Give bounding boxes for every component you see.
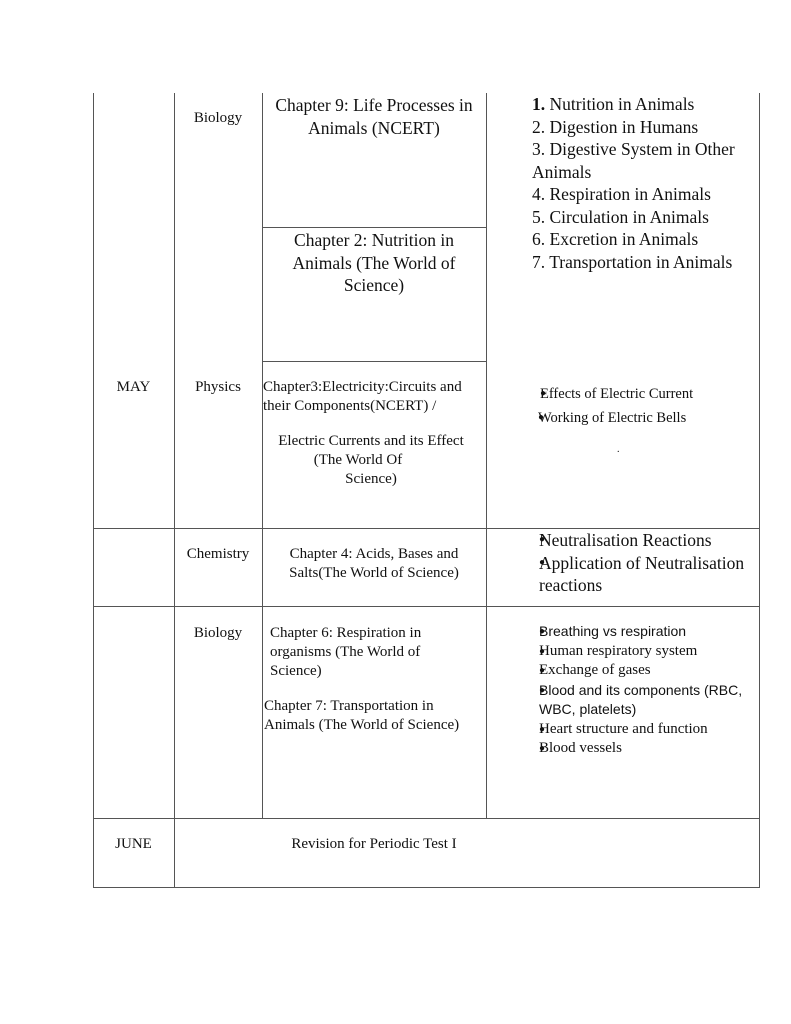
- biology-topic-list: [532, 93, 754, 273]
- list-item: ● Application of Neutralisation reactions: [514, 552, 756, 597]
- row-divider-3: [93, 818, 760, 819]
- chapter-electric-currents-line3: Science): [345, 471, 397, 487]
- list-item: 1. Nutrition in Animals: [532, 94, 695, 114]
- chapter-electricity-line1: Chapter3:Electricity:Circuits and: [263, 379, 462, 395]
- chapter-transportation-line1: Chapter 7: Transportation in: [264, 698, 434, 714]
- chapter-respiration: Chapter 6: Respiration in organisms (The World of Science): [270, 625, 422, 679]
- month-june: JUNE: [115, 836, 152, 852]
- table-border-right: [759, 93, 760, 888]
- list-item: ● Exchange of gases: [514, 661, 756, 681]
- june-revision: Revision for Periodic Test I: [291, 836, 457, 852]
- chapter-acids-bases-line1: Chapter 4: Acids, Bases and: [289, 546, 459, 562]
- table-border-bottom: [93, 887, 760, 888]
- subject-physics: Physics: [195, 379, 241, 395]
- list-item: ● Working of Electric Bells: [514, 406, 754, 430]
- table-divider-month: [174, 93, 175, 888]
- biology2-topic-list: [514, 622, 756, 759]
- table-divider-chapter: [486, 93, 487, 819]
- chapter-divider-2: [262, 361, 486, 362]
- list-item: 5. Circulation in Animals: [532, 206, 709, 227]
- list-item: ● Blood vessels: [514, 739, 756, 759]
- table-border-left: [93, 93, 94, 888]
- subject-biology-2: Biology: [193, 625, 243, 641]
- list-item: 3. Digestive System in Other Animals: [532, 139, 735, 182]
- chapter-divider-1: [262, 227, 486, 228]
- stray-dot: .: [617, 444, 620, 455]
- list-item: 2. Digestion in Humans: [532, 116, 699, 137]
- chapter-life-processes: Chapter 9: Life Processes in Animals (NCERT): [275, 95, 473, 138]
- chapter-electric-currents-line1: Electric Currents and its Effect: [278, 433, 464, 449]
- list-item: ● Breathing vs respiration: [514, 622, 756, 642]
- chapter-nutrition-animals: Chapter 2: Nutrition in Animals (The World of Science): [292, 230, 456, 295]
- chemistry-topic-list: [514, 529, 756, 597]
- physics-topic-list: [514, 382, 754, 430]
- row-divider-2: [93, 606, 760, 607]
- chapter-electricity-line2: their Components(NCERT) /: [263, 398, 437, 414]
- month-may: MAY: [116, 379, 151, 395]
- list-item: 4. Respiration in Animals: [532, 184, 711, 204]
- list-item: ● Human respiratory system: [514, 642, 756, 662]
- list-item: ● Effects of Electric Current: [514, 382, 754, 406]
- list-item: ● Heart structure and function: [514, 720, 756, 740]
- list-item: 7. Transportation in Animals: [532, 251, 733, 272]
- subject-biology: Biology: [193, 110, 243, 126]
- chapter-transportation-line2: Animals (The World of Science): [264, 717, 460, 733]
- list-item: 6. Excretion in Animals: [532, 229, 699, 249]
- list-item: ● Neutralisation Reactions: [514, 529, 756, 552]
- subject-chemistry: Chemistry: [186, 546, 250, 562]
- list-item: ● Blood and its components (RBC, WBC, platelets): [514, 681, 756, 720]
- chapter-electric-currents-line2: (The World Of: [313, 452, 403, 468]
- chapter-acids-bases-line2: Salts(The World of Science): [289, 565, 459, 581]
